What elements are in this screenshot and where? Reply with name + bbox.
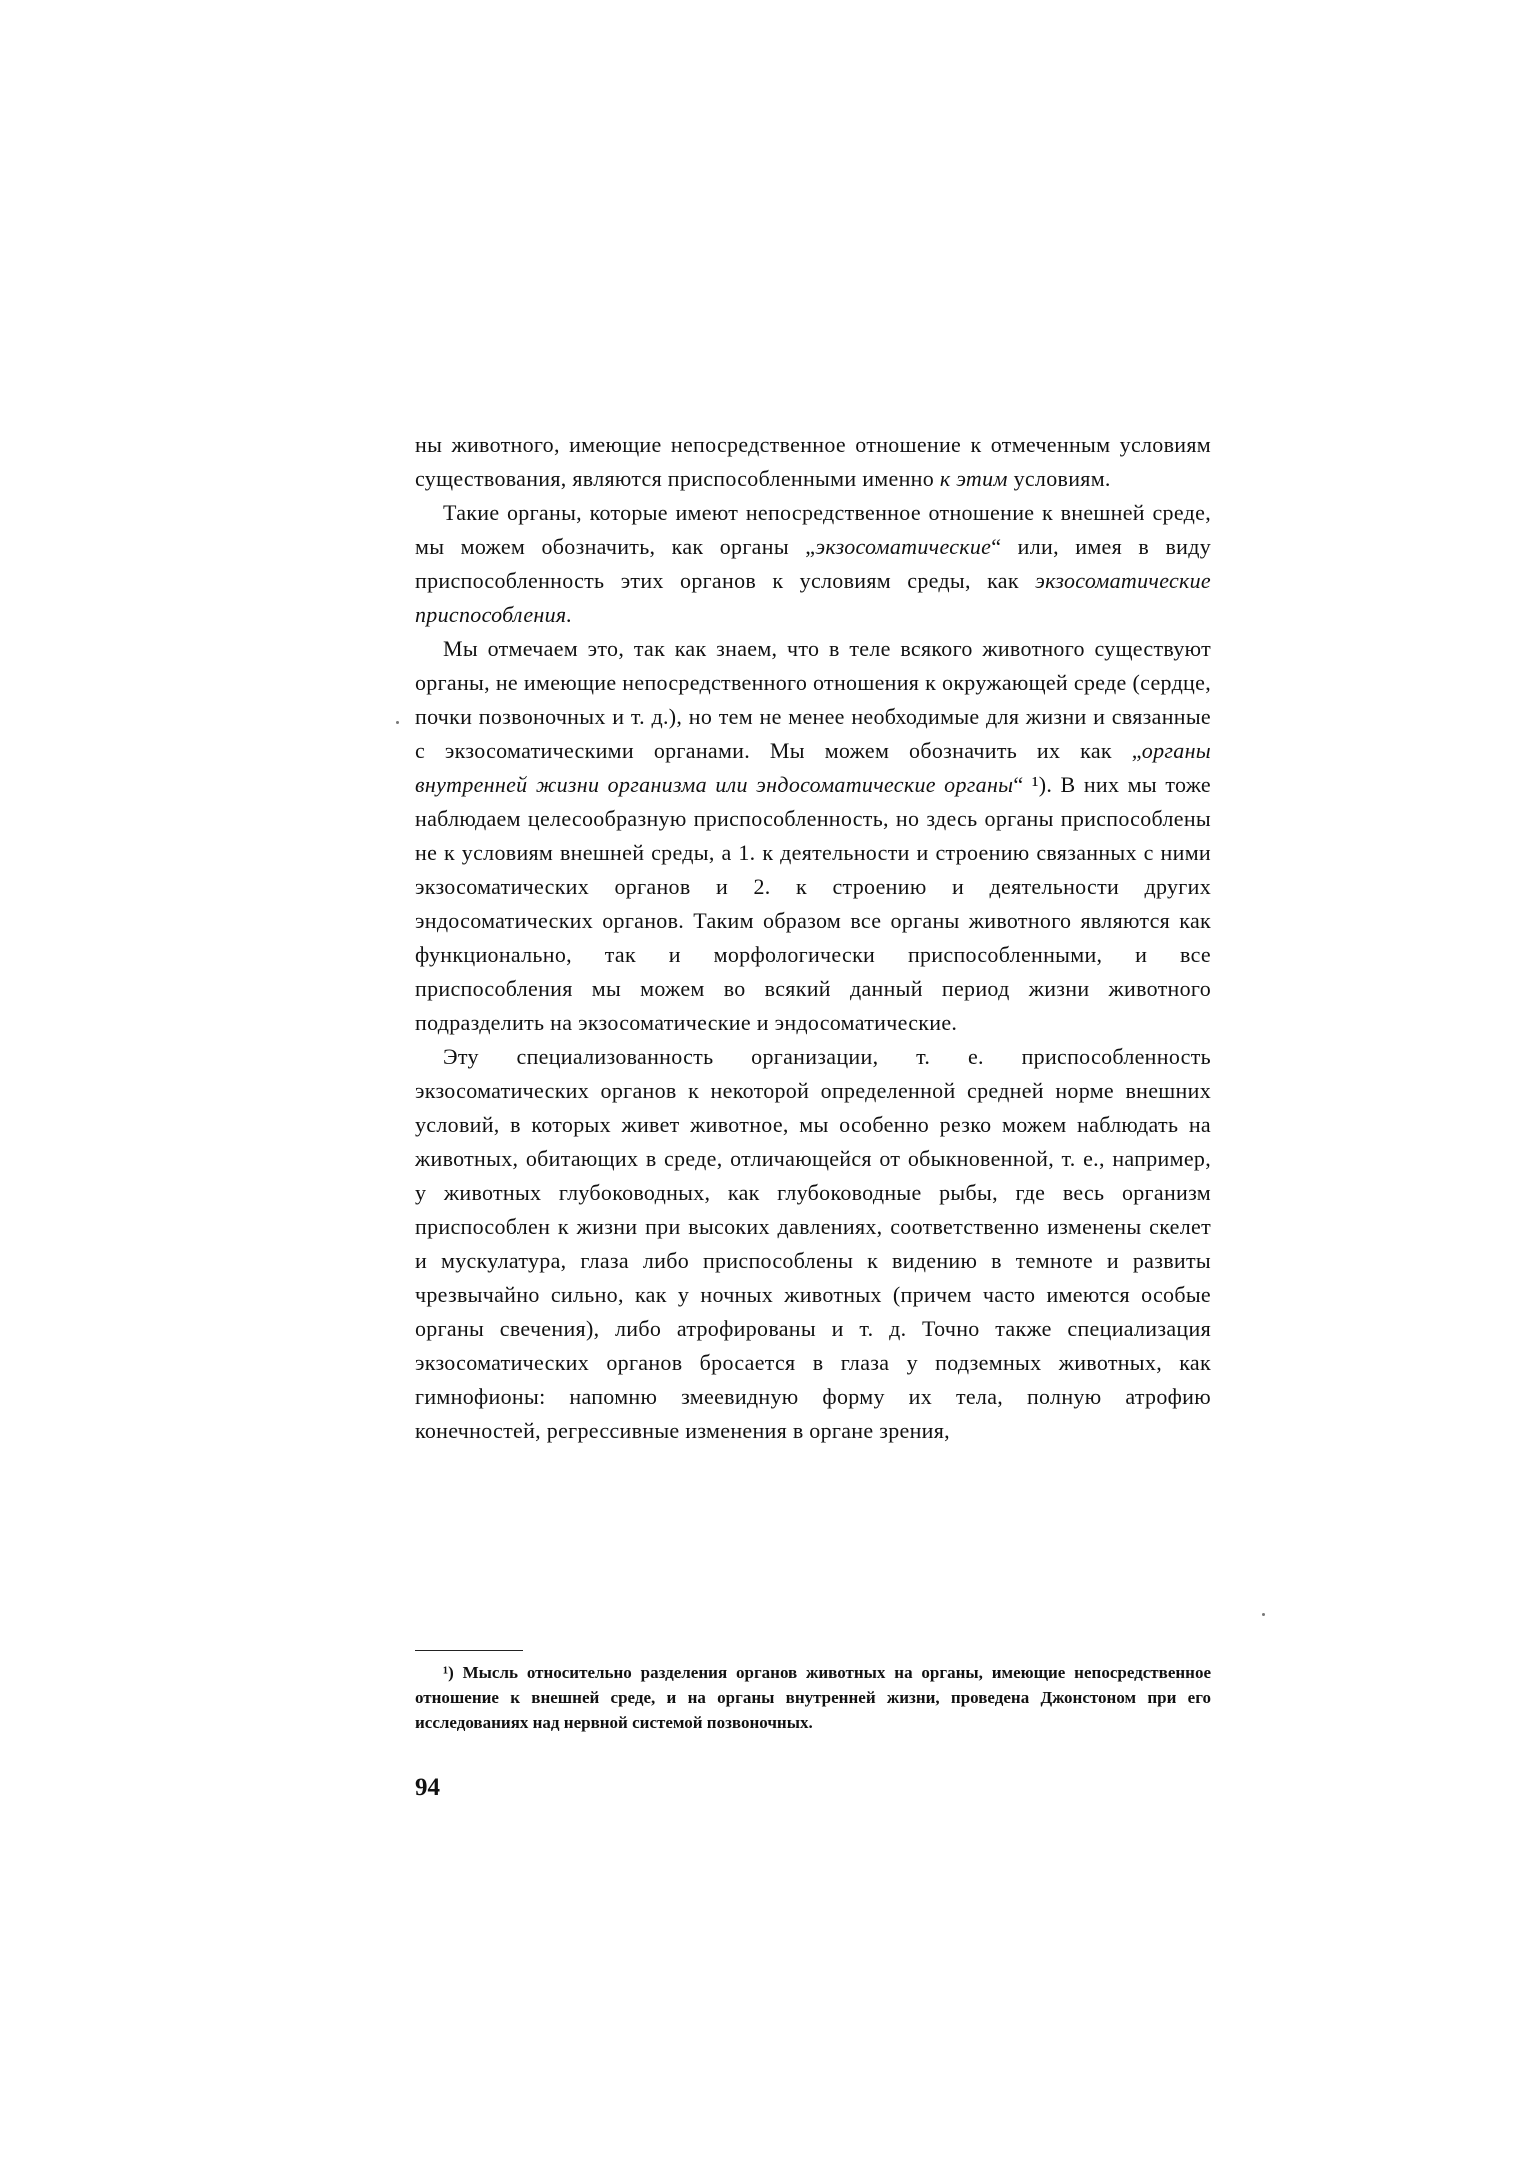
- italic-run: экзосоматические приспособления.: [415, 568, 1211, 627]
- scan-speck: [396, 721, 399, 724]
- text-run: Такие органы, которые имеют непосредственное отношение к внешней среде, мы можем обозначить, как органы „: [415, 500, 1211, 559]
- text-run: “ или, имея в виду приспособленность этих органов к условиям среды, как: [415, 534, 1211, 593]
- main-text: [415, 428, 1211, 1448]
- text-run: “ ¹). В них мы тоже наблюдаем целесообразную приспособленность, но здесь органы приспособлены не к условиям внешней среды, а 1. к деятельности и строению связанных с ними экзосоматических органов и 2. к строению и деятельности других эндосоматических органов. Таким образом все органы животного являются как функционально, так и морфологически приспособленными, и все приспособления мы можем во всякий данный период жизни животного подразделить на экзосоматические и эндосоматические.: [415, 772, 1211, 1035]
- text-run: условиям.: [1007, 466, 1111, 491]
- footnote: ¹) Мысль относительно разделения органов животных на органы, имеющие непосредственное отношение к внешней среде, и на органы внутренней жизни, проведена Джонстоном при его исследованиях над нервной системой позвоночных.: [415, 1663, 1211, 1732]
- paragraph: [415, 428, 1211, 496]
- footnote-divider: [415, 1650, 523, 1651]
- italic-run: к этим: [939, 466, 1008, 491]
- text-run: ны животного, имеющие непосредственное отношение к отмеченным условиям существования, являются приспособленными именно: [415, 432, 1211, 491]
- italic-run: экзосоматические: [815, 534, 992, 559]
- italic-run: органы внутренней жизни организма или эндосоматические органы: [415, 738, 1211, 797]
- paragraph: [415, 632, 1211, 1040]
- page-number: 94: [415, 1774, 440, 1801]
- text-run: Эту специализованность организации, т. е. приспособленность экзосоматических органов к некоторой определенной средней норме внешних условий, в которых живет животное, мы особенно резко можем наблюдать на животных, обитающих в среде, отличающейся от обыкновенной, т. е., например, у животных глубоководных, как глубоководные рыбы, где весь организм приспособлен к жизни при высоких давлениях, соответственно изменены скелет и мускулатура, глаза либо приспособлены к видению в темноте и развиты чрезвычайно сильно, как у ночных животных (причем часто имеются особые органы свечения), либо атрофированы и т. д. Точно также специализация экзосоматических органов бросается в глаза у подземных животных, как гимнофионы: напомню змеевидную форму их тела, полную атрофию конечностей, регрессивные изменения в органе зрения,: [415, 1044, 1211, 1443]
- text-run: Мы отмечаем это, так как знаем, что в теле всякого животного существуют органы, не имеющие непосредственного отношения к окружающей среде (сердце, почки позвоночных и т. д.), но тем не менее необходимые для жизни и связанные с экзосоматическими органами. Мы можем обозначить их как „: [415, 636, 1211, 763]
- scan-speck: [1262, 1613, 1265, 1616]
- paragraph: [415, 496, 1211, 632]
- paragraph: [415, 1040, 1211, 1448]
